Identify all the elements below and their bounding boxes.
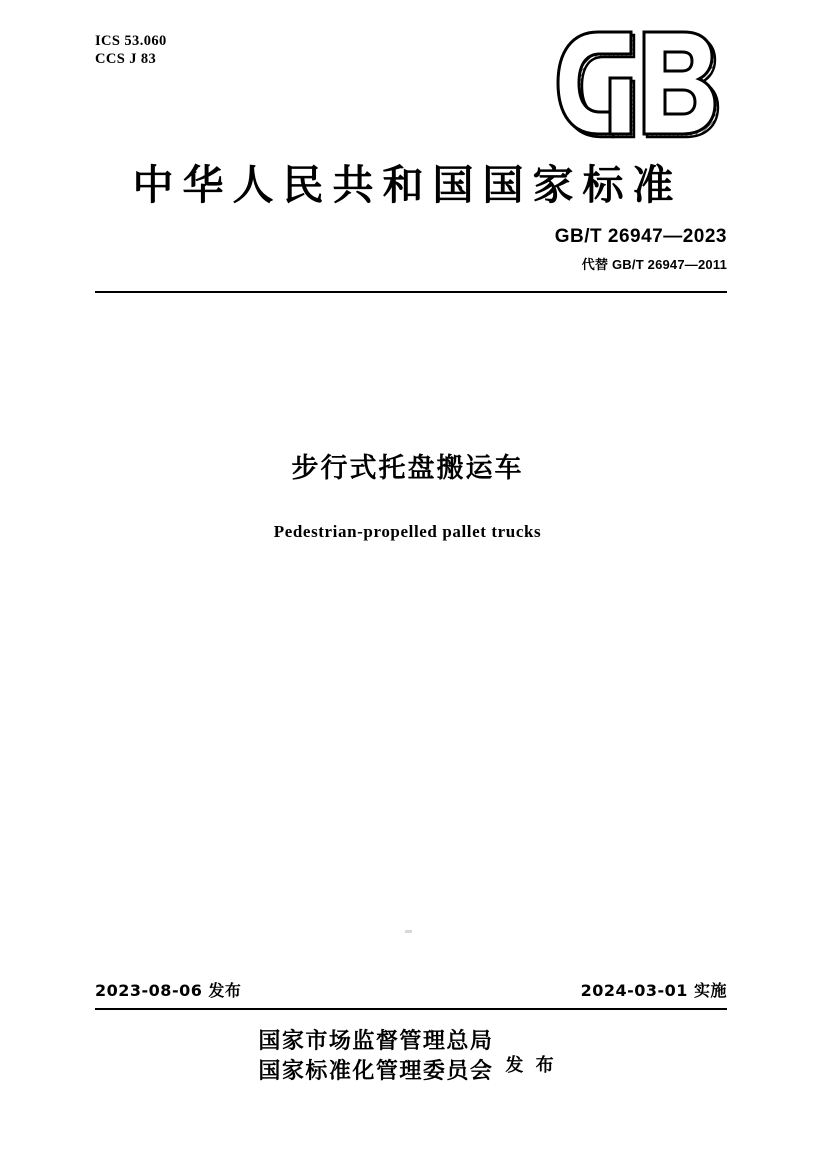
- publisher-name-1: 国家市场监督管理总局: [258, 1028, 494, 1054]
- national-standard-title: 中华人民共和国国家标准: [132, 161, 683, 209]
- publisher-block: [0, 1026, 815, 1086]
- gb-emblem-icon: [552, 26, 727, 141]
- issue-date: 2023-08-06 发布: [95, 981, 242, 1000]
- classification-codes: [95, 32, 167, 68]
- effective-date: 2024-03-01 实施: [580, 981, 727, 1000]
- publisher-name-2: 国家标准化管理委员会: [258, 1058, 494, 1084]
- header-divider: [95, 291, 727, 293]
- ics-code: ICS 53.060: [95, 33, 167, 49]
- ccs-code: CCS J 83: [95, 51, 157, 67]
- standard-number: GB/T 26947—2023: [554, 226, 727, 247]
- document-title-cn: 步行式托盘搬运车: [291, 453, 524, 484]
- document-title-en: Pedestrian-propelled pallet trucks: [273, 522, 542, 541]
- scan-artifact: [405, 930, 412, 933]
- standard-replaces: 代替 GB/T 26947—2011: [581, 257, 727, 272]
- publisher-names: [258, 1026, 493, 1086]
- standard-number-block: [555, 226, 727, 273]
- footer-divider: [95, 1008, 727, 1010]
- publish-verb: 发 布: [505, 1055, 557, 1076]
